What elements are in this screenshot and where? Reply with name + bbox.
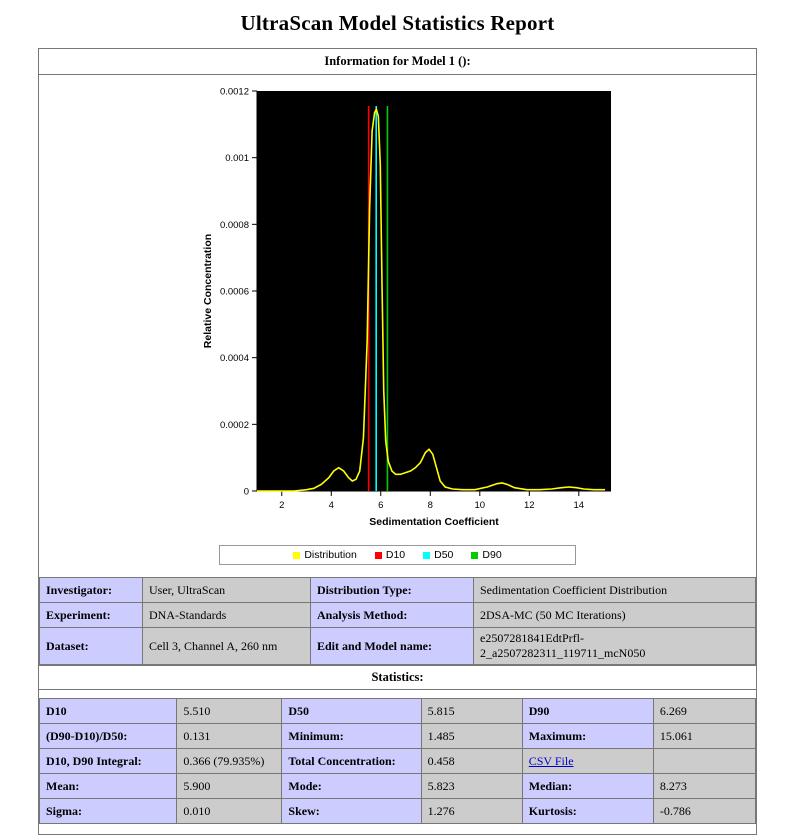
y-tick-label: 0.0006 bbox=[219, 286, 249, 298]
stat-value: 5.900 bbox=[177, 774, 282, 799]
investigator-value: User, UltraScan bbox=[143, 578, 311, 603]
csv-file-link[interactable]: CSV File bbox=[528, 753, 574, 768]
legend-item-d10 bbox=[375, 549, 405, 561]
distribution-type-value: Sedimentation Coefficient Distribution bbox=[474, 578, 756, 603]
legend-item-distribution bbox=[293, 549, 357, 561]
plot-background bbox=[257, 91, 611, 491]
stat-label: Skew: bbox=[282, 799, 421, 824]
stat-value bbox=[653, 749, 755, 774]
distribution-chart bbox=[43, 81, 753, 541]
dataset-label: Dataset: bbox=[40, 628, 143, 665]
y-tick-label: 0.0012 bbox=[219, 86, 249, 98]
edit-model-value: e2507281841EdtPrfl-2_a2507282311_119711_mcN050 bbox=[474, 628, 756, 665]
y-tick-label: 0 bbox=[243, 486, 249, 498]
table-row bbox=[40, 699, 756, 724]
dataset-value: Cell 3, Channel A, 260 nm bbox=[143, 628, 311, 665]
table-row bbox=[40, 603, 756, 628]
chart-svg bbox=[43, 81, 753, 541]
statistics-container bbox=[39, 690, 756, 834]
legend-swatch-d50 bbox=[423, 552, 430, 559]
y-tick-label: 0.0002 bbox=[219, 419, 249, 431]
legend-swatch-d90 bbox=[471, 552, 478, 559]
stat-value: 5.815 bbox=[421, 699, 522, 724]
experiment-label: Experiment: bbox=[40, 603, 143, 628]
x-axis-label: Sedimentation Coefficient bbox=[369, 516, 499, 528]
x-tick-label: 12 bbox=[524, 500, 535, 511]
model-header: Information for Model 1 (): bbox=[39, 49, 756, 75]
legend-label-d10: D10 bbox=[385, 549, 406, 561]
experiment-value: DNA-Standards bbox=[143, 603, 311, 628]
statistics-table bbox=[39, 698, 756, 824]
chart-legend bbox=[219, 545, 576, 565]
edit-model-label: Edit and Model name: bbox=[311, 628, 474, 665]
y-tick-label: 0.0004 bbox=[219, 353, 249, 365]
stat-label: D90 bbox=[522, 699, 653, 724]
stat-label: Median: bbox=[522, 774, 653, 799]
model-report-box bbox=[38, 48, 757, 835]
stat-label: Kurtosis: bbox=[522, 799, 653, 824]
stat-value: 15.061 bbox=[653, 724, 755, 749]
y-axis-label: Relative Concentration bbox=[202, 233, 214, 349]
stat-value: 0.458 bbox=[421, 749, 522, 774]
investigator-label: Investigator: bbox=[40, 578, 143, 603]
x-tick-label: 4 bbox=[328, 500, 334, 511]
stat-label: D10, D90 Integral: bbox=[40, 749, 177, 774]
table-row bbox=[40, 724, 756, 749]
table-row bbox=[40, 749, 756, 774]
legend-swatch-distribution bbox=[293, 552, 300, 559]
statistics-header: Statistics: bbox=[39, 665, 756, 690]
table-row bbox=[40, 774, 756, 799]
x-tick-label: 14 bbox=[573, 500, 585, 511]
stat-label bbox=[522, 749, 653, 774]
stat-label: Sigma: bbox=[40, 799, 177, 824]
legend-swatch-d10 bbox=[375, 552, 382, 559]
table-row bbox=[40, 628, 756, 665]
stat-value: 0.010 bbox=[177, 799, 282, 824]
legend-label-distribution: Distribution bbox=[304, 549, 357, 561]
stat-value: 0.366 (79.935%) bbox=[177, 749, 282, 774]
stat-value: -0.786 bbox=[653, 799, 755, 824]
plot-container bbox=[39, 75, 756, 577]
table-row bbox=[40, 578, 756, 603]
stat-label: Minimum: bbox=[282, 724, 421, 749]
legend-item-d50 bbox=[423, 549, 453, 561]
stat-value: 1.276 bbox=[421, 799, 522, 824]
legend-item-d90 bbox=[471, 549, 501, 561]
stat-label: D50 bbox=[282, 699, 421, 724]
stat-label: (D90-D10)/D50: bbox=[40, 724, 177, 749]
x-tick-label: 2 bbox=[279, 500, 285, 511]
x-tick-label: 10 bbox=[474, 500, 486, 511]
y-tick-label: 0.0008 bbox=[219, 219, 249, 231]
stat-label: Mean: bbox=[40, 774, 177, 799]
info-table bbox=[39, 577, 756, 665]
stat-value: 5.823 bbox=[421, 774, 522, 799]
analysis-method-label: Analysis Method: bbox=[311, 603, 474, 628]
x-tick-label: 8 bbox=[427, 500, 433, 511]
y-tick-label: 0.001 bbox=[225, 153, 249, 165]
page-title: UltraScan Model Statistics Report bbox=[240, 11, 555, 35]
legend-label-d50: D50 bbox=[434, 549, 454, 561]
stat-label: Total Concentration: bbox=[282, 749, 421, 774]
stat-value: 5.510 bbox=[177, 699, 282, 724]
analysis-method-value: 2DSA-MC (50 MC Iterations) bbox=[474, 603, 756, 628]
stat-value: 8.273 bbox=[653, 774, 755, 799]
stat-value: 6.269 bbox=[653, 699, 755, 724]
stat-value: 0.131 bbox=[177, 724, 282, 749]
stat-value: 1.485 bbox=[421, 724, 522, 749]
table-row bbox=[40, 799, 756, 824]
distribution-type-label: Distribution Type: bbox=[311, 578, 474, 603]
stat-label: Maximum: bbox=[522, 724, 653, 749]
stat-label: D10 bbox=[40, 699, 177, 724]
x-tick-label: 6 bbox=[378, 500, 384, 511]
stat-label: Mode: bbox=[282, 774, 421, 799]
report-page bbox=[0, 11, 795, 818]
legend-label-d90: D90 bbox=[482, 549, 502, 561]
